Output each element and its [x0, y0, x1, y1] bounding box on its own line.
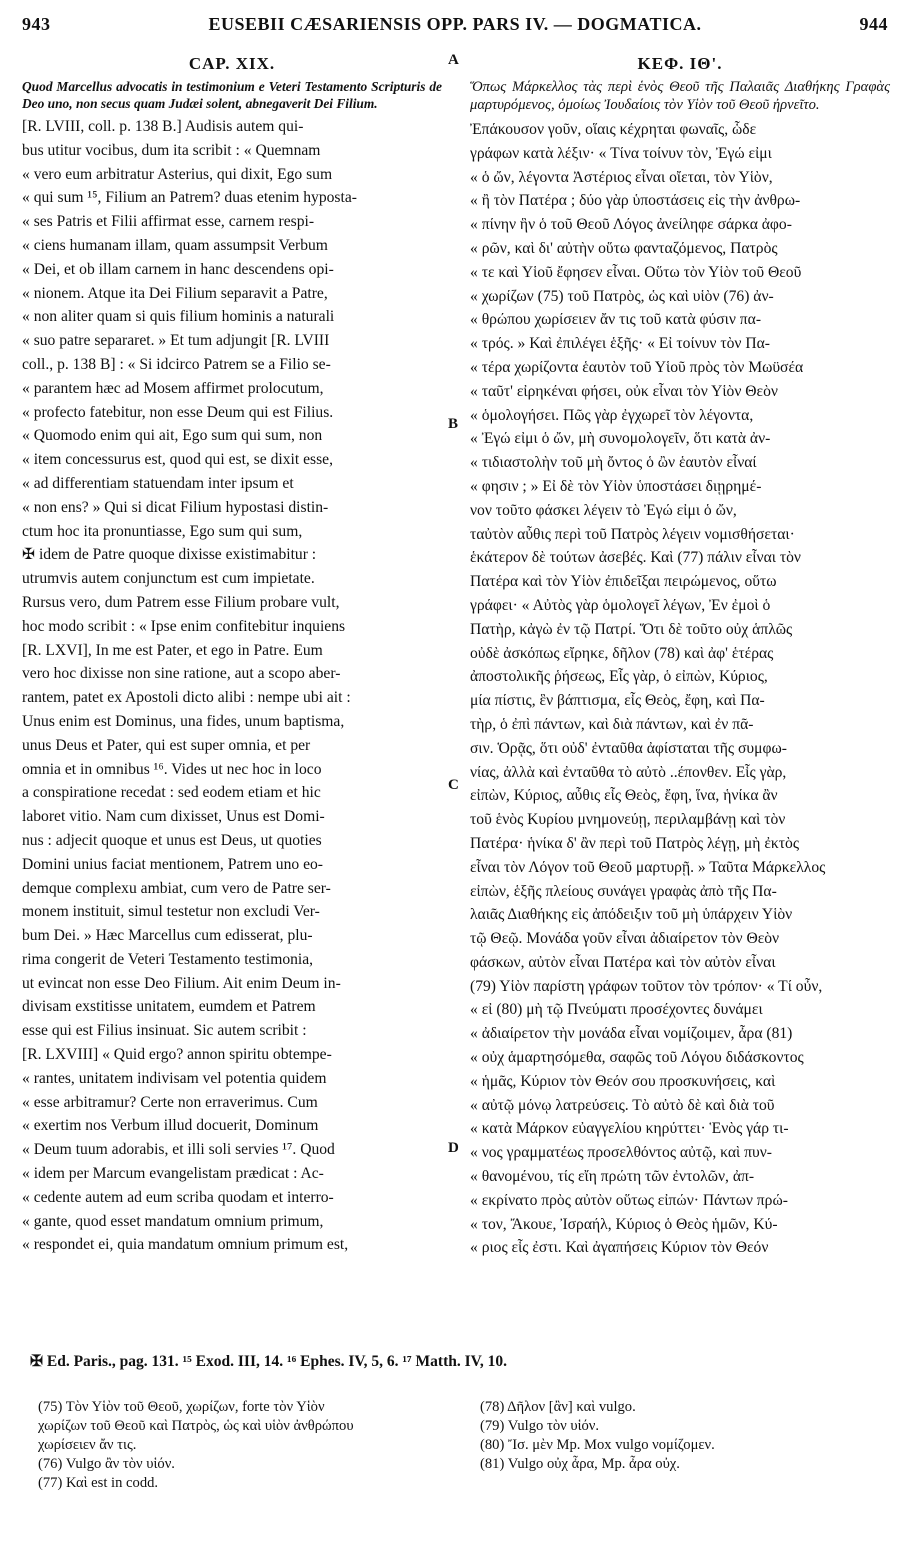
text-line: « Deum tuum adorabis, et illi soli servies ¹⁷. Quod: [22, 1141, 335, 1159]
text-line: « θρώπου χωρίσειεν ἄν τις τοῦ κατὰ φύσιν πα-: [470, 311, 762, 329]
text-line: rantem, patet ex Apostoli dicto alibi : nempe ubi ait :: [22, 689, 351, 707]
text-line: « respondet ei, quia mandatum omnium primum est,: [22, 1236, 349, 1254]
text-line: omnia et in omnibus ¹⁶. Vides ut nec hoc in loco: [22, 760, 322, 778]
apparatus-note: (76) Vulgo ἂν τὸν υἱόν.: [38, 1456, 175, 1472]
text-line: « exertim nos Verbum illud docuerit, Dominum: [22, 1117, 319, 1135]
critical-apparatus-left: [38, 1398, 468, 1493]
text-line: « ὁ ὤν, λέγοντα Ἀστέριος εἶναι οἴεται, τὸν Υἱὸν,: [470, 168, 773, 186]
text-line: λαιᾶς Διαθήκης εἰς ἀπόδειξιν τοῦ μὴ ὑπάρχειν Υἱὸν: [470, 906, 793, 924]
text-line: τοῦ ἑνὸς Κυρίου μνημονεύῃ, περιλαμβάνῃ καὶ τὸν: [470, 811, 786, 829]
text-line: « ὁμολογήσει. Πῶς γὰρ ἐγχωρεῖ τὸν λέγοντα,: [470, 406, 754, 424]
text-line: « αὐτῷ μόνῳ λατρεύσεις. Τὸ αὐτὸ δὲ καὶ διὰ τοῦ: [470, 1096, 775, 1114]
text-line: « οὐχ ἁμαρτησόμεθα, σαφῶς τοῦ Λόγου διδάσκοντος: [470, 1049, 804, 1067]
text-line: [R. LXVIII] « Quid ergo? annon spiritu obtempe-: [22, 1046, 332, 1064]
text-line: νίας, ἀλλὰ καὶ ἐνταῦθα τὸ αὐτὸ ..έπονθεν. Εἷς γὰρ,: [470, 763, 787, 781]
text-line: « non aliter quam si quis filium hominis a naturali: [22, 308, 335, 326]
text-line: εἶναι τὸν Λόγον τοῦ Θεοῦ μαρτυρῇ. » Ταῦτα Μάρκελλος: [470, 858, 826, 876]
text-line: ἀποστολικῆς ῥήσεως, Εἷς γὰρ, ὁ εἰπὼν, Κύριος,: [470, 668, 768, 686]
chapter-heading-latin: CAP. XIX.: [188, 54, 276, 73]
text-line: Ἐπάκουσον γοῦν, οἵαις κέχρηται φωναῖς, ὧδε: [470, 121, 757, 138]
text-line: μία πίστις, ἓν βάπτισμα, εἷς Θεὸς, ἔφη, καὶ Πα-: [470, 692, 765, 710]
text-line: « θανομένου, τίς εἴη πρώτη τῶν ἐντολῶν, ἀπ-: [470, 1168, 755, 1186]
text-line: γράφων κατὰ λέξιν· « Τίνα τοίνυν τὸν, Ἐγώ εἰμι: [470, 144, 772, 162]
text-line: « ἡμᾶς, Κύριον τὸν Θεόν σου προσκυνήσεις, καὶ: [470, 1072, 776, 1090]
apparatus-note: (80) Ἴσ. μὲν Mp. Mox vulgo νομίζομεν.: [480, 1437, 715, 1453]
text-line: « rantes, unitatem indivisam vel potentia quidem: [22, 1069, 327, 1087]
text-line: Πατέρα· ἡνίκα δ' ἂν περὶ τοῦ Πατρὸς λέγῃ, μὴ ἐκτὸς: [470, 834, 799, 852]
text-line: « ses Patris et Filii affirmat esse, carnem respi-: [22, 213, 315, 231]
text-line: « τιδιαστολὴν τοῦ μὴ ὄντος ὁ ὢν ἑαυτὸν εἶναί: [470, 454, 757, 472]
text-line: « cedente autem ad eum scriba quodam et interro-: [22, 1188, 334, 1206]
text-line: unus Deus et Pater, qui est super omnia, et per: [22, 736, 311, 754]
text-line: « νος γραμματέως προσελθόντος αὐτῷ, καὶ πυν-: [470, 1144, 772, 1162]
latin-text-body: [22, 115, 442, 1257]
apparatus-note: χωρίσειεν ἄν τις.: [38, 1437, 137, 1453]
text-line: « τε καὶ Υἱοῦ ἔφησεν εἶναι. Οὕτω τὸν Υἱὸν τοῦ Θεοῦ: [470, 263, 802, 281]
apparatus-note: (79) Vulgo τὸν υἱόν.: [480, 1418, 600, 1434]
text-line: vero hoc dixisse non sine ratione, aut a scopo aber-: [22, 665, 341, 683]
text-line: « κατὰ Μάρκον εὐαγγελίου κηρύττει· Ἑνὸς γάρ τι-: [470, 1120, 789, 1138]
text-line: « Ἐγώ εἰμι ὁ ὤν, μὴ συνομολογεῖν, ὅτι κατὰ ἀν-: [470, 430, 771, 448]
margin-mark-d: D: [448, 1140, 459, 1156]
footnotes: [30, 1350, 890, 1374]
text-line: « ριος εἷς ἐστι. Καὶ ἀγαπήσεις Κύριον τὸν Θεόν: [470, 1239, 769, 1257]
text-line: « φησιν ; » Εἰ δὲ τὸν Υἱὸν ὑποστάσει διῃρημέ-: [470, 477, 762, 495]
text-line: divisam exstitisse unitatem, eumdem et Patrem: [22, 998, 316, 1016]
text-line: monem instituit, simul testetur non excludi Ver-: [22, 903, 320, 921]
text-line: Unus enim est Dominus, una fides, unum baptisma,: [22, 712, 345, 730]
page-number-left: 943: [22, 14, 51, 34]
text-line: Rursus vero, dum Patrem esse Filium probare vult,: [22, 593, 340, 611]
text-line: « ἀδιαίρετον τὴν μονάδα εἶναι νομίζοιμεν, ἆρα (81): [470, 1025, 793, 1043]
text-line: a conspiratione recedat : sed eodem etiam et hic: [22, 784, 321, 802]
text-line: Πατέρα καὶ τὸν Υἱὸν ἐπιδεῖξαι πειρώμενος, οὕτω: [470, 573, 777, 591]
text-line: « ad differentiam statuendam inter ipsum et: [22, 474, 294, 492]
running-title: EUSEBII CÆSARIENSIS OPP. PARS IV. — DOGMATICA.: [208, 14, 702, 34]
text-line: « vero eum arbitratur Asterius, qui dixit, Ego sum: [22, 165, 333, 183]
text-line: ἑκάτερον δὲ τούτων ἀσεβές. Καὶ (77) πάλιν εἶναι τὸν: [470, 549, 801, 567]
footnote-line: ✠ Ed. Paris., pag. 131. ¹⁵ Exod. III, 14. ¹⁶ Ephes. IV, 5, 6. ¹⁷ Matth. IV, 10.: [30, 1353, 507, 1370]
text-line: « idem per Marcum evangelistam prædicat : Ac-: [22, 1165, 324, 1183]
apparatus-note: χωρίζων τοῦ Θεοῦ καὶ Πατρὸς, ὡς καὶ υἱὸν ἀνθρώπου: [38, 1418, 354, 1434]
apparatus-note: (81) Vulgo οὐχ ἆρα, Mp. ἆρα οὐχ.: [480, 1456, 680, 1472]
text-line: τὴρ, ὁ ἐπὶ πάντων, καὶ διὰ πάντων, καὶ ἐν πᾶ-: [470, 715, 754, 733]
text-line: « qui sum ¹⁵, Filium an Patrem? duas etenim hyposta-: [22, 189, 357, 207]
text-line: οὐδὲ ἀσκόπως εἴρηκε, δῆλον (78) καὶ ἀφ' ἑτέρας: [470, 644, 774, 662]
apparatus-note: (77) Καὶ est in codd.: [38, 1475, 159, 1491]
text-line: « non ens? » Qui si dicat Filium hypostasi distin-: [22, 498, 329, 516]
text-line: ταὐτὸν αὖθις περὶ τοῦ Πατρὸς λέγειν νομισθήσεται·: [470, 525, 795, 543]
text-line: « εκρίνατο πρὸς αὐτὸν οὕτως εἰπών· Πάντων πρώ-: [470, 1191, 788, 1209]
running-head: [22, 14, 888, 44]
critical-apparatus-right: [480, 1398, 900, 1474]
margin-mark-c: C: [448, 777, 459, 793]
text-line: esse qui est Filius insinuat. Sic autem scribit :: [22, 1022, 307, 1040]
text-line: « τον, Ἄκουε, Ἰσραήλ, Κύριος ὁ Θεὸς ἡμῶν, Κύ-: [470, 1215, 778, 1233]
text-line: « ταῦτ' εἰρηκέναι φήσει, οὐκ εἶναι τὸν Υἱὸν Θεὸν: [470, 382, 778, 400]
text-line: « ciens humanam illam, quam assumpsit Verbum: [22, 236, 328, 254]
text-line: « item concessurus est, quod qui est, se dixit esse,: [22, 451, 333, 469]
text-line: νον τοῦτο φάσκει λέγειν τὸ Ἐγώ εἰμι ὁ ὤν,: [470, 501, 737, 519]
text-line: bum Dei. » Hæc Marcellus cum edisserat, plu-: [22, 927, 313, 945]
text-line: utrumvis autem conjunctum est cum impietate.: [22, 570, 315, 588]
text-line: hoc modo scribit : « Ipse enim confitebitur inquiens: [22, 617, 346, 635]
apparatus-note: (78) Δῆλον [ἂν] καὶ vulgo.: [480, 1399, 636, 1415]
text-line: φάσκων, αὐτὸν εἶναι Πατέρα καὶ τὸν αὐτὸν εἶναι: [470, 953, 776, 971]
latin-column: [22, 50, 442, 1257]
text-line: τῷ Θεῷ. Μονάδα γοῦν εἶναι ἀδιαίρετον τὸν Θεὸν: [470, 930, 780, 948]
text-line: εἰπὼν, ἑξῆς πλείους συνάγει γραφὰς ἀπὸ τῆς Πα-: [470, 882, 777, 900]
text-line: ✠ idem de Patre quoque dixisse existimabitur :: [22, 546, 317, 564]
chapter-summary-latin: Quod Marcellus advocatis in testimonium e Veteri Testamento Scripturis de Deo uno, non secus quam Judæi solent, abnegaverit Dei Filium.: [22, 79, 442, 111]
chapter-summary-greek: Ὅπως Μάρκελλος τὰς περὶ ἑνὸς Θεοῦ τῆς Παλαιᾶς Διαθήκης Γραφὰς μαρτυρόμενος, ὁμοίως Ἰουδαίοις τὸν Υἱὸν τοῦ Θεοῦ ἠρνεῖτο.: [470, 79, 890, 113]
text-line: « ἢ τὸν Πατέρα ; δύο γὰρ ὑποστάσεις εἰς τὴν ἀνθρω-: [470, 192, 801, 210]
text-line: « χωρίζων (75) τοῦ Πατρὸς, ὡς καὶ υἱὸν (76) ἀν-: [470, 287, 774, 305]
page-number-right: 944: [859, 14, 888, 34]
text-line: σιν. Ὁρᾷς, ὅτι οὐδ' ἐνταῦθα ἀφίσταται τῆς συμφω-: [470, 739, 787, 757]
greek-column: [470, 50, 890, 1260]
text-line: [R. LVIII, coll. p. 138 B.] Audisis autem qui-: [22, 118, 304, 135]
text-line: « τέρα χωρίζοντα ἑαυτὸν τοῦ Υἱοῦ πρὸς τὸν Μωϋσέα: [470, 358, 804, 376]
text-line: « gante, quod esset mandatum omnium primum,: [22, 1212, 324, 1230]
text-line: (79) Υἱὸν παρίστη γράφων τοῦτον τὸν τρόπον· « Τί οὖν,: [470, 977, 823, 995]
chapter-heading-greek: ΚΕΦ. ΙΘ'.: [637, 54, 723, 73]
text-line: « πίνην ἣν ὁ τοῦ Θεοῦ Λόγος ἀνείληφε σάρκα ἀφο-: [470, 216, 792, 234]
text-line: « parantem hæc ad Mosem affirmet prolocutum,: [22, 379, 324, 397]
text-line: laboret vitio. Nam cum dixisset, Unus est Domi-: [22, 808, 325, 826]
text-line: « τρός. » Καὶ ἐπιλέγει ἑξῆς· « Εἰ τοίνυν τὸν Πα-: [470, 335, 770, 353]
text-line: nus : adjecit quoque et unus est Deus, ut quoties: [22, 831, 322, 849]
text-line: γράφει· « Αὐτὸς γὰρ ὁμολογεῖ λέγων, Ἐν ἐμοὶ ὁ: [470, 596, 771, 614]
text-line: « εἰ (80) μὴ τῷ Πνεύματι προσέχοντες δυνάμει: [470, 1001, 763, 1019]
apparatus-note: (75) Τὸν Υἱὸν τοῦ Θεοῦ, χωρίζων, forte τὸν Υἱὸν: [38, 1399, 325, 1415]
text-line: bus utitur vocibus, dum ita scribit : « Quemnam: [22, 141, 321, 159]
text-line: [R. LXVI], In me est Pater, et ego in Patre. Eum: [22, 641, 323, 659]
text-line: Πατὴρ, κἀγὼ ἐν τῷ Πατρί. Ὅτι δὲ τοῦτο οὐχ ἁπλῶς: [470, 620, 793, 638]
text-line: « nionem. Atque ita Dei Filium separavit a Patre,: [22, 284, 328, 302]
text-line: « Quomodo enim qui ait, Ego sum qui sum, non: [22, 427, 323, 445]
margin-mark-a: A: [448, 52, 459, 68]
text-line: ctum hoc ita pronuntiasse, Ego sum qui sum,: [22, 522, 303, 540]
text-line: rima congerit de Veteri Testamento testimonia,: [22, 950, 314, 968]
text-line: « Dei, et ob illam carnem in hanc descendens opi-: [22, 260, 334, 278]
text-line: « profecto fatebitur, non esse Deum qui est Filius.: [22, 403, 334, 421]
text-line: « ρῶν, καὶ δι' αὐτὴν οὕτω φανταζόμενος, Πατρὸς: [470, 239, 778, 257]
text-line: « suo patre separaret. » Et tum adjungit [R. LVIII: [22, 332, 330, 350]
text-line: « esse arbitramur? Certe non erraverimus. Cum: [22, 1093, 318, 1111]
text-line: demque complexu ambiat, cum vero de Patre ser-: [22, 879, 331, 897]
text-line: ut evincat non esse Deo Filium. Ait enim Deum in-: [22, 974, 341, 992]
margin-mark-b: B: [448, 416, 459, 432]
text-line: coll., p. 138 B] : « Si idcirco Patrem se a Filio se-: [22, 355, 331, 373]
text-line: Domini unius faciat mentionem, Patrem uno eo-: [22, 855, 323, 873]
text-line: εἰπὼν, Κύριος, αὖθις εἷς Θεὸς, ἔφη, ἵνα, ἡνίκα ἂν: [470, 787, 778, 805]
greek-text-body: [470, 118, 890, 1260]
